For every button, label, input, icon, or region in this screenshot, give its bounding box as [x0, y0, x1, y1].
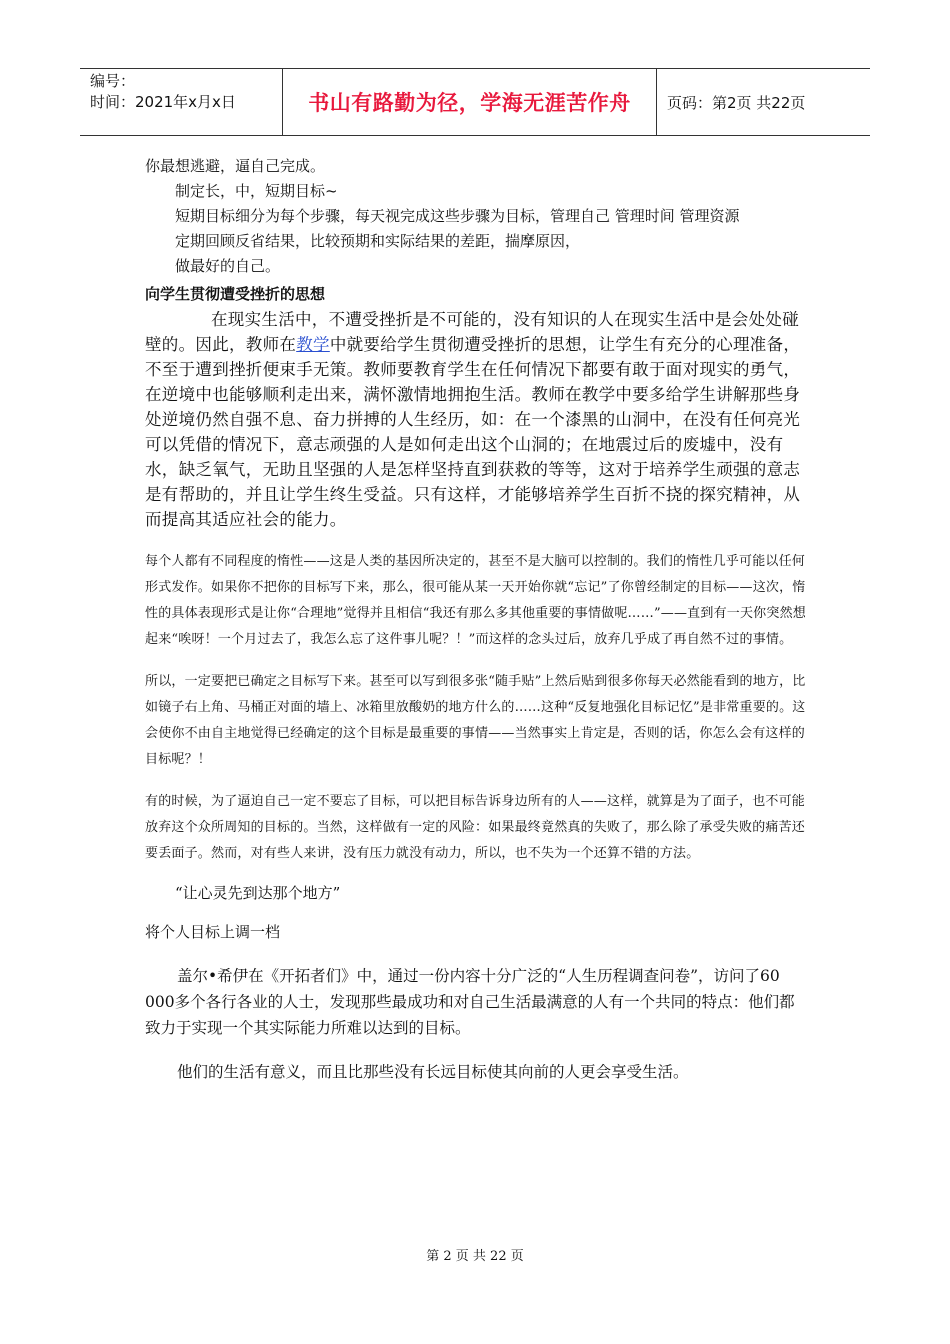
top-line-5: 做最好的自己。	[175, 257, 281, 275]
closing-paragraph-1: 盖尔•希伊在《开拓者们》中，通过一份内容十分广泛的“人生历程调查问卷”，访问了60 000多个各行各业的人士，发现那些最成功和对自己生活最满意的人有一个共同的特点：他们都致力于实现一个其实际能力所难以达到的目标。	[145, 967, 795, 1037]
header-number-label: 编号：	[90, 72, 136, 90]
section-title: 向学生贯彻遭受挫折的思想	[145, 285, 326, 303]
top-line-1: 你最想逃避，逼自己完成。	[145, 157, 326, 175]
header-meta	[80, 69, 283, 135]
header-motto: 书山有路勤为径，学海无涯苦作舟	[308, 91, 631, 115]
sub-heading: 将个人目标上调一档	[145, 923, 281, 941]
top-line-4: 定期回顾反省结果，比较预期和实际结果的差距，揣摩原因，	[175, 232, 581, 250]
main-paragraph-rest: 中就要给学生贯彻遭受挫折的思想，让学生有充分的心理准备，不至于遭到挫折便束手无策。教师要教育学生在任何情况下都要有敢于面对现实的勇气，在逆境中也能够顺利走出来，满怀激情地拥抱生活。教师在教学中要多给学生讲解那些身处逆境仍然自强不息、奋力拼搏的人生经历，如：在一个漆黑的山洞中，在没有任何亮光可以凭借的情况下，意志顽强的人是如何走出这个山洞的；在地震过后的废墟中，没有水，缺乏氧气，无助且坚强的人是怎样坚持直到获救的等等，这对于培养学生顽强的意志是有帮助的，并且让学生终生受益。只有这样，才能够培养学生百折不挠的探究精神，从而提高其适应社会的能力。	[145, 335, 801, 529]
closing-paragraph-2: 他们的生活有意义，而且比那些没有长远目标使其向前的人更会享受生活。	[177, 1063, 689, 1081]
small-paragraph-3: 有的时候，为了逼迫自己一定不要忘了目标，可以把目标告诉身边所有的人——这样，就算是为了面子，也不可能放弃这个众所周知的目标的。当然，这样做有一定的风险：如果最终竟然真的失败了，那么除了承受失败的痛苦还要丢面子。然而，对有些人来讲，没有压力就没有动力，所以，也不失为一个还算不错的方法。	[145, 794, 806, 861]
small-paragraph-2: 所以，一定要把已确定之目标写下来。甚至可以写到很多张“随手贴”上然后贴到很多你每天必然能看到的地方，比如镜子右上角、马桶正对面的墙上、冰箱里放酸奶的地方什么的……这种“反复地强化目标记忆”是非常重要的。这会使你不由自主地觉得已经确定的这个目标是最重要的事情——当然事实上肯定是，否则的话，你怎么会有这样的目标呢？！	[145, 674, 806, 767]
header-page-label: 页码：第2页 共22页	[667, 93, 806, 112]
quote-heading: “让心灵先到达那个地方”	[175, 884, 341, 902]
main-paragraph-start: 在现实生活中，不遭受挫折是不可能的，没有知识的人在现实生活中是会处处碰壁的。因此，教师在	[145, 310, 799, 354]
top-line-3: 短期目标细分为每个步骤，每天视完成这些步骤为目标，管理自己 管理时间 管理资源	[175, 207, 740, 225]
page-header	[80, 68, 870, 136]
document-body	[145, 154, 810, 1085]
header-page-cell	[657, 69, 870, 135]
small-paragraph-1: 每个人都有不同程度的惰性——这是人类的基因所决定的，甚至不是大脑可以控制的。我们的惰性几乎可能以任何形式发作。如果你不把你的目标写下来，那么，很可能从某一天开始你就“忘记”了你曾经制定的目标——这次，惰性的具体表现形式是让你“合理地”觉得并且相信“我还有那么多其他重要的事情做呢……”——直到有一天你突然想起来“唉呀！一个月过去了，我怎么忘了这件事儿呢？！”而这样的念头过后，放弃几乎成了再自然不过的事情。	[145, 554, 806, 647]
header-motto-cell	[283, 69, 657, 135]
main-paragraph	[145, 307, 810, 532]
header-time-label: 时间：2021年x月x日	[90, 93, 236, 111]
page-footer: 第 2 页 共 22 页	[426, 1249, 524, 1264]
top-line-2: 制定长，中，短期目标~	[175, 182, 338, 200]
teaching-link[interactable]: 教学	[296, 335, 330, 354]
